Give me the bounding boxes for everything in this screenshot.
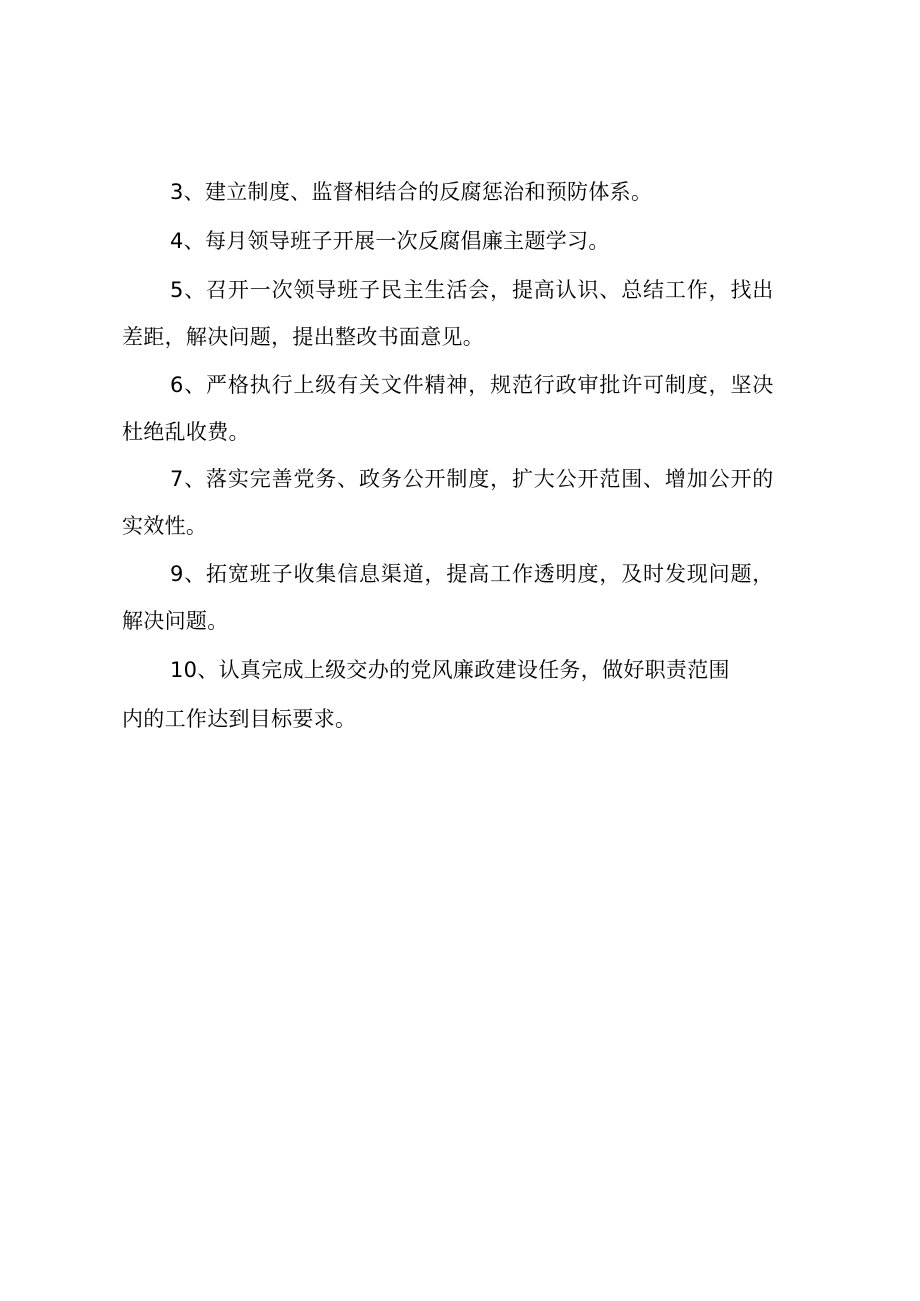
item-6-line-2: 杜绝乱收费。 (122, 420, 250, 444)
item-5-line-1: 5、召开一次领导班子民主生活会，提高认识、总结工作，找出 (170, 278, 775, 302)
item-6-line-1: 6、严格执行上级有关文件精神，规范行政审批许可制度，坚决 (170, 373, 775, 397)
item-9-line-2: 解决问题。 (122, 609, 229, 633)
item-10-line-2: 内的工作达到目标要求。 (122, 707, 357, 731)
item-4-line-1: 4、每月领导班子开展一次反腐倡廉主题学习。 (170, 229, 610, 253)
item-5-line-2: 差距，解决问题，提出整改书面意见。 (122, 325, 485, 349)
item-9-line-1: 9、拓宽班子收集信息渠道，提高工作透明度，及时发现问题， (170, 562, 775, 586)
item-3-line-1: 3、建立制度、监督相结合的反腐惩治和预防体系。 (170, 180, 653, 204)
item-7-line-1: 7、落实完善党务、政务公开制度，扩大公开范围、增加公开的 (170, 467, 775, 491)
item-7-line-2: 实效性。 (122, 514, 208, 538)
item-10-line-1: 10、认真完成上级交办的党风廉政建设任务，做好职责范围 (170, 658, 730, 682)
